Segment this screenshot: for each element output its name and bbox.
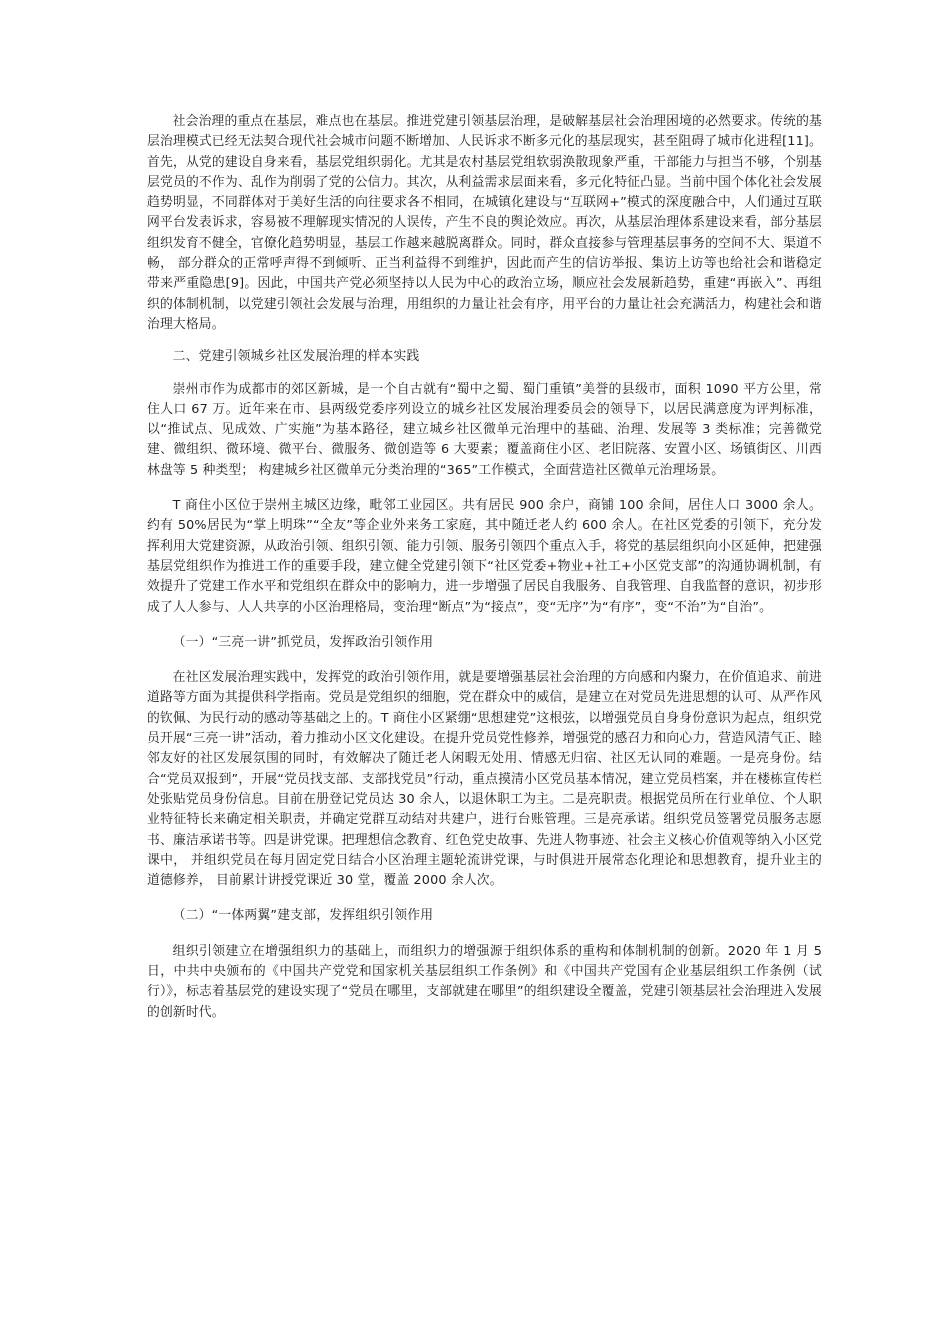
paragraph-chongzhou-overview: 崇州市作为成都市的郊区新城，是一个自古就有“蜀中之蜀、蜀门重镇”美誉的县级市，面积 1090 平方公里，常住人口 67 万。近年来在市、县两级党委序列设立的城乡社区发展治理委员会的领导下，以居民满意度为评判标准，以“推试点、见成效、广实施”为基本路径，建立城乡社区微单元治理中的基础、治理、发展等 3 类标准；完善微党建、微组织、微环境、微平台、微服务、微创造等 6 大要素；覆盖商住小区、老旧院落、安置小区、场镇街区、川西林盘等 5 种类型； 构建城乡社区微单元分类治理的“365”工作模式，全面营造社区微单元治理场景。: [147, 381, 822, 478]
subheading-two: （二）“一体两翼”建支部，发挥组织引领作用: [172, 908, 434, 924]
paragraph-grassroots-governance: 社会治理的重点在基层，难点也在基层。推进党建引领基层治理，是破解基层社会治理困境的必然要求。传统的基层治理模式已经无法契合现代社会城市问题不断增加、人民诉求不断多元化的基层现实，甚至阻碍了城市化进程[11]。首先，从党的建设自身来看，基层党组织弱化。尤其是农村基层党组软弱涣散现象严重，干部能力与担当不够，个别基层党员的不作为、乱作为削弱了党的公信力。其次，从利益需求层面来看，多元化特征凸显。当前中国个体化社会发展趋势明显，不同群体对于美好生活的向往要求各不相同，在城镇化建设与“互联网+”模式的深度融合中，人们通过互联网平台发表诉求，容易被不理解现实情况的人误传，产生不良的舆论效应。再次，从基层治理体系建设来看，部分基层组织发育不健全，官僚化趋势明显，基层工作越来越脱离群众。同时，群众直接参与管理基层事务的空间不大、渠道不畅， 部分群众的正常呼声得不到倾听、正当利益得不到维护，因此而产生的信访举报、集访上访等也给社会和谐稳定带来严重隐患[9]。因此，中国共产党必须坚持以人民为中心的政治立场，顺应社会发展新趋势，重建“再嵌入”、再组织的体制机制，以党建引领社会发展与治理，用组织的力量让社会有序，用平台的力量让社会充满活力，构建社会和谐治理大格局。: [147, 114, 822, 332]
paragraph-organizational-leadership: 组织引领建立在增强组织力的基础上，而组织力的增强源于组织体系的重构和体制机制的创新。2020 年 1 月 5 日，中共中央颁布的《中国共产党党和国家机关基层组织工作条例》和《中国共产党国有企业基层组织工作条例（试行）》，标志着基层党的建设实现了“党员在哪里，支部就建在哪里”的组织建设全覆盖，党建引领基层社会治理进入发展的创新时代。: [147, 943, 822, 1020]
document-page: [147, 112, 822, 1023]
section-heading-two: 二、党建引领城乡社区发展治理的样本实践: [172, 349, 420, 365]
paragraph-political-leadership: 在社区发展治理实践中，发挥党的政治引领作用，就是要增强基层社会治理的方向感和内聚力，在价值追求、前进道路等方面为其提供科学指南。党员是党组织的细胞，党在群众中的威信，是建立在对党员先进思想的认可、从严作风的钦佩、为民行动的感动等基础之上的。T 商住小区紧绷“思想建党”这根弦，以增强党员自身身份意识为起点，组织党员开展“三亮一讲”活动，着力推动小区文化建设。在提升党员党性修养，增强党的感召力和向心力，营造风清气正、睦邻友好的社区发展氛围的同时，有效解决了随迁老人闲暇无处用、情感无归宿、社区无认同的难题。一是亮身份。结合“党员双报到”，开展“党员找支部、支部找党员”行动，重点摸清小区党员基本情况，建立党员档案，并在楼栋宣传栏处张贴党员身份信息。目前在册登记党员达 30 余人，以退休职工为主。二是亮职责。根据党员所在行业单位、个人职业特征特长来确定相关职责，并确定党群互动结对共建户，进行台账管理。三是亮承诺。组织党员签署党员服务志愿书、廉洁承诺书等。四是讲党课。把理想信念教育、红色党史故事、先进人物事迹、社会主义核心价值观等纳入小区党课中， 并组织党员在每月固定党日结合小区治理主题轮流讲党课，与时俱进开展常态化理论和思想教育，提升业主的道德修养， 目前累计讲授党课近 30 堂，覆盖 2000 余人次。: [147, 670, 822, 889]
paragraph-t-residential-area: T 商住小区位于崇州主城区边缘，毗邻工业园区。共有居民 900 余户，商铺 100 余间，居住人口 3000 余人。约有 50%居民为“掌上明珠”“全友”等企业外来务工家庭，其中随迁老人约 600 余人。在社区党委的引领下，充分发挥利用大党建资源，从政治引领、组织引领、能力引领、服务引领四个重点入手，将党的基层组织向小区延伸，把建强基层党组织作为推进工作的重要手段，建立健全党建引领下“社区党委+物业+社工+小区党支部”的沟通协调机制，有效提升了党建工作水平和党组织在群众中的影响力，进一步增强了居民自我服务、自我管理、自我监督的意识，初步形成了人人参与、人人共享的小区治理格局，变治理“断点”为“接点”，变“无序”为“有序”，变“不治”为“自治”。: [147, 498, 822, 615]
subheading-one: （一）“三亮一讲”抓党员，发挥政治引领作用: [172, 634, 434, 650]
